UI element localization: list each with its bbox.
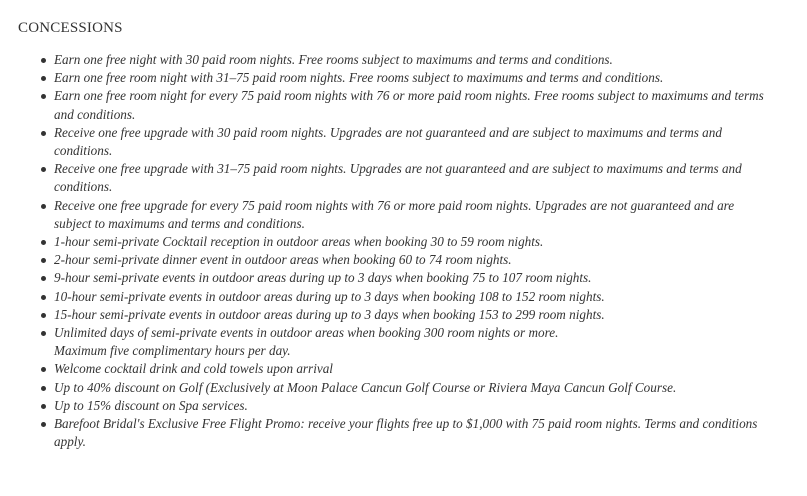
list-item <box>18 288 770 306</box>
section-heading: CONCESSIONS <box>18 20 123 36</box>
list-item-text: 1-hour semi-private Cocktail reception in outdoor areas when booking 30 to 59 room nights. <box>54 234 544 250</box>
list-item-text: Welcome cocktail drink and cold towels upon arrival <box>54 361 333 377</box>
list-item-text: Unlimited days of semi-private events in outdoor areas when booking 300 room nights or more. <box>54 325 559 341</box>
list-item <box>18 415 770 451</box>
list-item <box>18 251 770 269</box>
list-item-text: Barefoot Bridal's Exclusive Free Flight Promo: receive your flights free up to $1,000 with 75 paid room nights. Terms and conditions apply. <box>54 416 758 450</box>
list-item-text: 10-hour semi-private events in outdoor areas during up to 3 days when booking 108 to 152 room nights. <box>54 288 605 304</box>
bullet-icon <box>41 258 46 263</box>
bullet-icon <box>41 94 46 99</box>
list-item <box>18 160 770 196</box>
bullet-icon <box>41 313 46 318</box>
list-item <box>18 87 770 123</box>
bullet-icon <box>41 422 46 427</box>
list-item-text: Up to 40% discount on Golf (Exclusively at Moon Palace Cancun Golf Course or Riviera Maya Cancun Golf Course. <box>54 379 677 395</box>
list-item-subtext: Maximum five complimentary hours per day. <box>54 343 291 359</box>
list-item <box>18 397 770 415</box>
list-item-text: Earn one free room night for every 75 paid room nights with 76 or more paid room nights. Free rooms subject to maximums and terms and conditions. <box>54 88 764 122</box>
bullet-icon <box>41 276 46 281</box>
list-item <box>18 51 770 69</box>
bullet-icon <box>41 386 46 391</box>
bullet-icon <box>41 58 46 63</box>
list-item-text: Up to 15% discount on Spa services. <box>54 397 248 413</box>
list-item <box>18 360 770 378</box>
list-item <box>18 269 770 287</box>
list-item-text: 2-hour semi-private dinner event in outdoor areas when booking 60 to 74 room nights. <box>54 252 512 268</box>
bullet-icon <box>41 131 46 136</box>
bullet-icon <box>41 76 46 81</box>
list-item-text: Receive one free upgrade with 31–75 paid room nights. Upgrades are not guaranteed and are subject to maximums and terms and conditions. <box>54 161 742 195</box>
bullet-icon <box>41 204 46 209</box>
bullet-icon <box>41 404 46 409</box>
list-item <box>18 124 770 160</box>
list-item-text: 9-hour semi-private events in outdoor areas during up to 3 days when booking 75 to 107 room nights. <box>54 270 592 286</box>
bullet-icon <box>41 240 46 245</box>
bullet-icon <box>41 331 46 336</box>
list-item-text: Earn one free night with 30 paid room nights. Free rooms subject to maximums and terms and conditions. <box>54 52 613 67</box>
list-item <box>18 324 770 360</box>
list-item-text: Receive one free upgrade with 30 paid room nights. Upgrades are not guaranteed and are subject to maximums and terms and conditions. <box>54 124 722 159</box>
bullet-icon <box>41 295 46 300</box>
list-item <box>18 379 770 397</box>
list-item-text: Receive one free upgrade for every 75 paid room nights with 76 or more paid room nights. Upgrades are not guaranteed and are subject to maximums and terms and conditions. <box>54 197 735 231</box>
bullet-icon <box>41 367 46 372</box>
list-item-text: Earn one free room night with 31–75 paid room nights. Free rooms subject to maximums and terms and conditions. <box>54 70 664 86</box>
list-item <box>18 69 770 87</box>
list-item-text: 15-hour semi-private events in outdoor areas during up to 3 days when booking 153 to 299 room nights. <box>54 306 605 322</box>
list-item <box>18 306 770 324</box>
list-item <box>18 233 770 251</box>
concessions-list <box>18 51 770 451</box>
bullet-icon <box>41 167 46 172</box>
list-item <box>18 197 770 233</box>
